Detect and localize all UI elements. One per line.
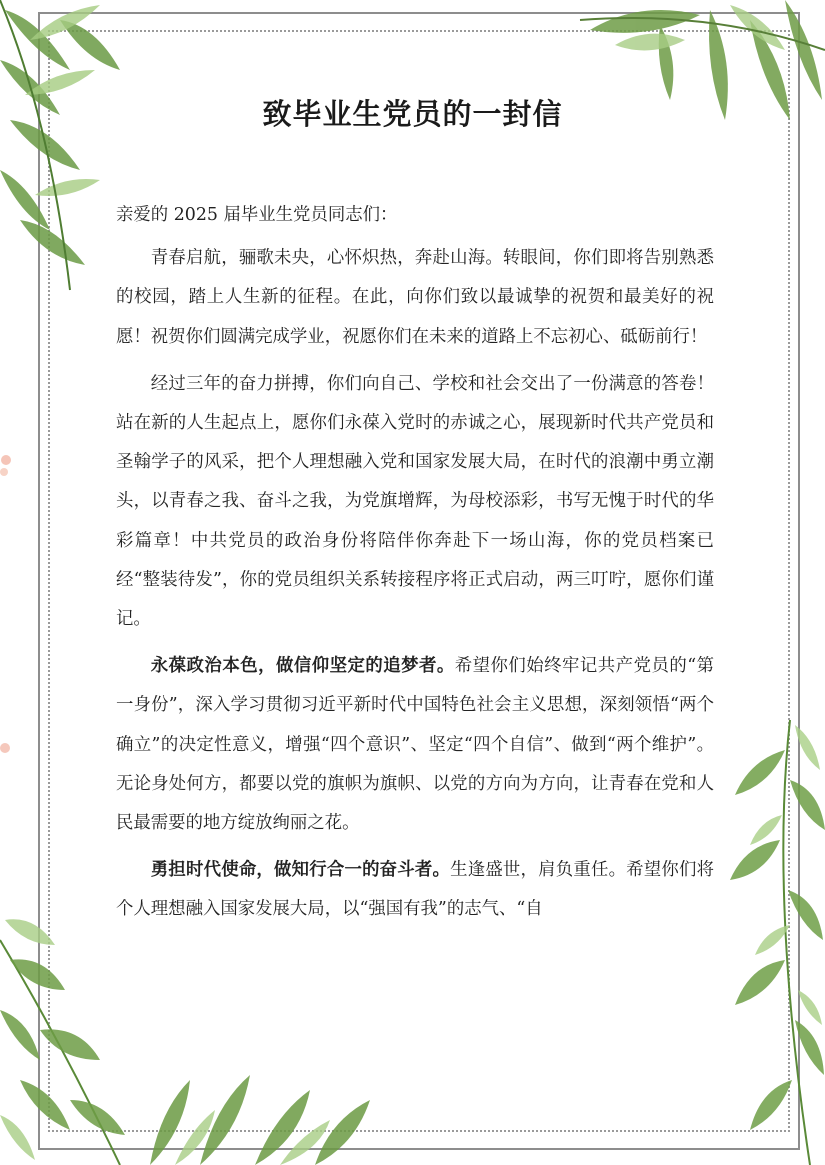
paragraph-3-lead: 永葆政治本色，做信仰坚定的追梦者。 [150, 656, 455, 677]
paragraph-2 [116, 365, 714, 639]
letter-salutation: 亲爱的 2025 届毕业生党员同志们： [116, 205, 398, 225]
letter-body [116, 196, 714, 930]
paragraph-1-text: 青春启航，骊歌未央，心怀炽热，奔赴山海。转眼间，你们即将告别熟悉的校园，踏上人生新的征程。在此，向你们致以最诚挚的祝贺和最美好的祝愿！祝贺你们圆满完成学业，祝愿你们在未来的道路上不忘初心、砥砺前行！ [116, 248, 714, 347]
left-pink-flower-decoration-2 [0, 730, 20, 770]
paragraph-3 [116, 647, 714, 843]
paragraph-3-text: 希望你们始终牢记共产党员的“第一身份”，深入学习贯彻习近平新时代中国特色社会主义思想，深刻领悟“两个确立”的决定性意义，增强“四个意识”、坚定“四个自信”、做到“两个维护”。无论身处何方，都要以党的旗帜为旗帜、以党的方向为方向，让青春在党和人民最需要的地方绽放绚丽之花。 [116, 656, 714, 834]
left-pink-flower-decoration [0, 440, 20, 500]
paragraph-4-lead: 勇担时代使命，做知行合一的奋斗者。 [150, 860, 451, 881]
paragraph-2-text: 经过三年的奋力拼搏，你们向自己、学校和社会交出了一份满意的答卷！站在新的人生起点上，愿你们永葆入党时的赤诚之心，展现新时代共产党员和圣翰学子的风采，把个人理想融入党和国家发展大局，在时代的浪潮中勇立潮头，以青春之我、奋斗之我，为党旗增辉，为母校添彩，书写无愧于时代的华彩篇章！中共党员的政治身份将陪伴你奔赴下一场山海，你的党员档案已经“整装待发”，你的党员组织关系转接程序将正式启动，两三叮咛，愿你们谨记。 [116, 373, 714, 630]
letter-title: 致毕业生党员的一封信 [262, 97, 563, 131]
paragraph-4-text: 生逢盛世，肩负重任。希望你们将个人理想融入国家发展大局，以“强国有我”的志气、“自 [116, 860, 714, 920]
paragraph-1 [116, 239, 714, 357]
paragraph-4 [116, 851, 714, 929]
